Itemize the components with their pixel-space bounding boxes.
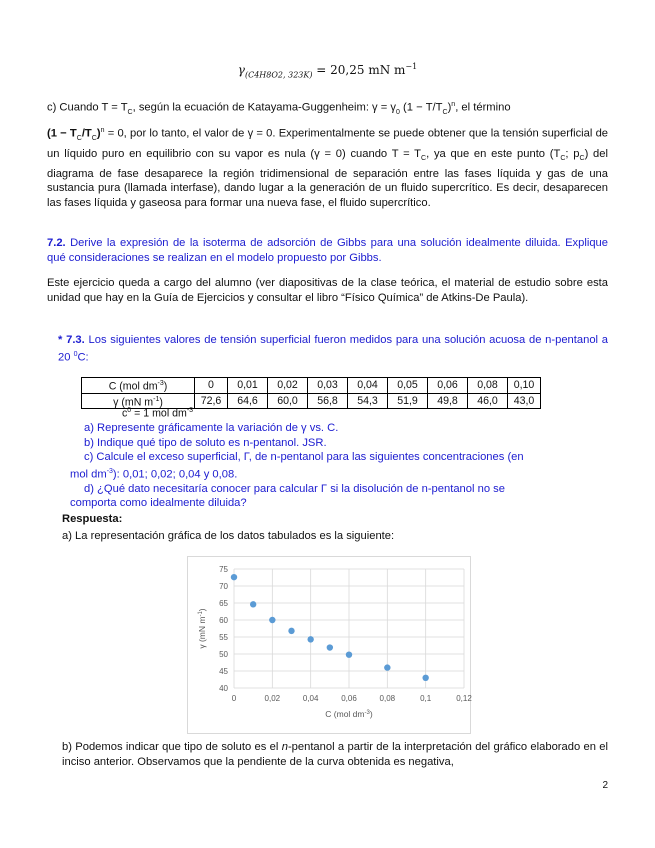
q73-unit: C: [77, 351, 89, 364]
table-cell: 0,01 [228, 378, 268, 394]
subquestions [62, 421, 608, 511]
row1-label: C (mol dm [108, 380, 158, 393]
q72-text: Derive la expresión de la isoterma de adsorción de Gibbs para una solución idealmente diluida. Explique qué consideraciones se realizan en el modelo propuesto por Gibbs. [47, 237, 608, 264]
data-point [288, 628, 294, 634]
answer-7-2: Este ejercicio queda a cargo del alumno (ver diapositivas de la clase teórica, el material de estudio sobre esta unidad que hay en la Guía de Ejercicios y consultar el libro “Físico Química” de Atkins-De Paula). [47, 277, 608, 304]
x-tick-label: 0 [231, 694, 237, 703]
data-point [269, 617, 275, 623]
data-point [307, 636, 313, 642]
y-axis-label: γ (mN $m^{-1}$) [197, 608, 207, 649]
subq-c2-exp: -3 [106, 467, 113, 475]
resp-b-b: -pentanol a partir de la interpretación del gráfico elaborado en el inciso anterior. Observamos que la pendiente de la curva obtenida es negativa, [62, 741, 608, 768]
note-sup: 0 [127, 407, 132, 414]
c-lead: c) Cuando T = T [47, 101, 128, 114]
question-7-3 [58, 333, 608, 365]
term-b: /T [81, 128, 92, 141]
q73-deg: 0 [73, 350, 78, 358]
c-mid: , según la ecuación de Katayama-Guggenheim: γ = γ [132, 101, 396, 114]
gamma-value: = 20,25 mN m [316, 63, 406, 77]
x-axis-label: C (mol $dm^{-3}$) [325, 709, 373, 719]
y-tick-label: 60 [219, 616, 228, 625]
note-exp: -3 [186, 407, 194, 414]
table-cell: 0,04 [348, 378, 388, 394]
y-tick-label: 50 [219, 650, 228, 659]
c-eq-exp: n [451, 101, 456, 108]
data-table [81, 377, 541, 409]
data-point [327, 644, 333, 650]
y-tick-label: 45 [219, 667, 228, 676]
table-cell: 60,0 [268, 393, 308, 409]
c-mid-sub: 0 [396, 108, 400, 116]
term-c: ) [96, 128, 101, 141]
gamma-formula: $\gamma_{(C4H8O2, 323K)} = 20,25$ mN $m^{-1}$ [237, 62, 418, 80]
term-sub: C [76, 135, 82, 143]
row1-exp: -3 [157, 380, 164, 387]
x-tick-label: 0,1 [420, 694, 432, 703]
scatter-chart [188, 557, 470, 733]
data-point [231, 574, 237, 580]
table-note [122, 407, 193, 420]
row2-end: ) [159, 396, 163, 409]
table-cell: 51,9 [388, 393, 428, 409]
resp-b-n: n [281, 741, 288, 753]
c-eq-sub: C [442, 108, 448, 116]
term-exp: n [100, 127, 105, 135]
x-tick-label: 0,06 [341, 694, 357, 703]
subq-d1: d) ¿Qué dato necesitaría conocer para calcular Γ si la disolución de n-pentanol no se [84, 482, 505, 495]
table-cell: 64,6 [228, 393, 268, 409]
term-sub2: C [91, 135, 97, 143]
c-eq-end: ) [447, 101, 452, 114]
table-cell: 0,02 [268, 378, 308, 394]
c-lead-sub: C [127, 108, 133, 116]
data-table-wrap [81, 377, 541, 409]
term-a: (1 − T [47, 128, 77, 141]
term-rest: = 0, por lo tanto, el valor de γ = 0. Experimentalmente se puede obtener que la tensión [104, 128, 539, 141]
paragraph-c [47, 98, 608, 210]
subq-c1: c) Calcule el exceso superficial, Γ, de n-pentanol para las siguientes concentraciones (en [84, 451, 524, 463]
chart-container [187, 556, 471, 734]
table-cell: 0,03 [308, 378, 348, 394]
gamma-subscript: (C4H8O2, 323K) [244, 70, 313, 80]
y-tick-label: 75 [219, 565, 228, 574]
c-rest: superficial de un líquido puro en equilibrio con su vapor es nula (γ = 0) cuando T = T [47, 128, 609, 160]
y-tick-label: 55 [219, 633, 228, 642]
x-tick-label: 0,04 [302, 694, 319, 703]
respuesta-a: a) La representación gráfica de los datos tabulados es la siguiente: [62, 530, 395, 542]
row1-end: ) [163, 380, 168, 393]
table-cell: 56,8 [308, 393, 348, 409]
data-point [384, 664, 390, 670]
x-tick-label: 0,12 [456, 694, 472, 703]
subq-d2: comporta como idealmente diluida? [70, 497, 247, 510]
question-7-2 [47, 236, 608, 265]
subq-a: a) Represente gráficamente la variación de γ vs. C. [84, 422, 339, 434]
respuesta-b [62, 740, 608, 769]
data-point [422, 675, 428, 681]
table-row-c [82, 378, 541, 394]
c-rest2: , ya que en este punto (T [426, 147, 561, 160]
c-tail: , el término [455, 101, 511, 114]
q73-number: * 7.3. [58, 334, 85, 346]
y-tick-label: 65 [219, 599, 228, 608]
table-header-c [82, 378, 195, 394]
page-number: 2 [602, 780, 608, 791]
subq-c2-a: mol dm [70, 468, 107, 481]
table-cell: 0,10 [508, 378, 541, 394]
row2-exp: -1 [153, 395, 160, 403]
respuesta-label: Respuesta: [62, 513, 123, 525]
row2-label: γ (mN m [113, 396, 154, 409]
subq-c2 [62, 465, 608, 482]
table-cell: 54,3 [348, 393, 388, 409]
c-rest4: ) del diagrama de fase desaparece la región tridimensional de separación entre las fases líquida y gas de una sustancia pura (llamada interfase), dando lugar a la generación de un fluido supercrítico. Es decir, desaparecen las fases líquida y gaseosa para formar una nueva fase, el fluido supercrítico. [47, 147, 608, 209]
table-cell: 46,0 [468, 393, 508, 409]
y-tick-label: 40 [219, 684, 228, 693]
table-cell: 72,6 [195, 393, 228, 409]
table-cell: 49,8 [428, 393, 468, 409]
subq-b: b) Indique qué tipo de soluto es n-pentanol. JSR. [84, 436, 327, 449]
q73-text: Los siguientes valores de tensión superficial fueron medidos para una solución acuosa de n-pentanol a 20 [58, 334, 608, 364]
data-point [346, 651, 352, 657]
c-rest3: ; p [565, 147, 580, 160]
table-cell: 0,08 [468, 378, 508, 394]
subq-c2-b: ): 0,01; 0,02; 0,04 y 0,08. [112, 468, 238, 481]
x-tick-label: 0,02 [264, 694, 281, 703]
note-b: = 1 mol dm [131, 407, 187, 420]
x-tick-label: 0,08 [379, 694, 396, 703]
table-cell: 0,05 [388, 378, 428, 394]
table-cell: 43,0 [508, 393, 541, 409]
note-a: c [122, 407, 128, 420]
y-tick-label: 70 [219, 582, 228, 591]
resp-b-a: b) Podemos indicar que tipo de soluto es el [62, 741, 282, 753]
table-cell: 0,06 [428, 378, 468, 394]
c-rest3-sub: C [579, 155, 585, 163]
table-cell: 0 [195, 378, 228, 394]
gamma-exponent: −1 [405, 62, 418, 71]
c-rest2-sub: C [560, 155, 566, 163]
c-rest-sub: C [421, 155, 427, 163]
data-point [250, 601, 256, 607]
q72-number: 7.2. [47, 237, 66, 249]
c-eq: (1 − T/T [403, 101, 443, 114]
